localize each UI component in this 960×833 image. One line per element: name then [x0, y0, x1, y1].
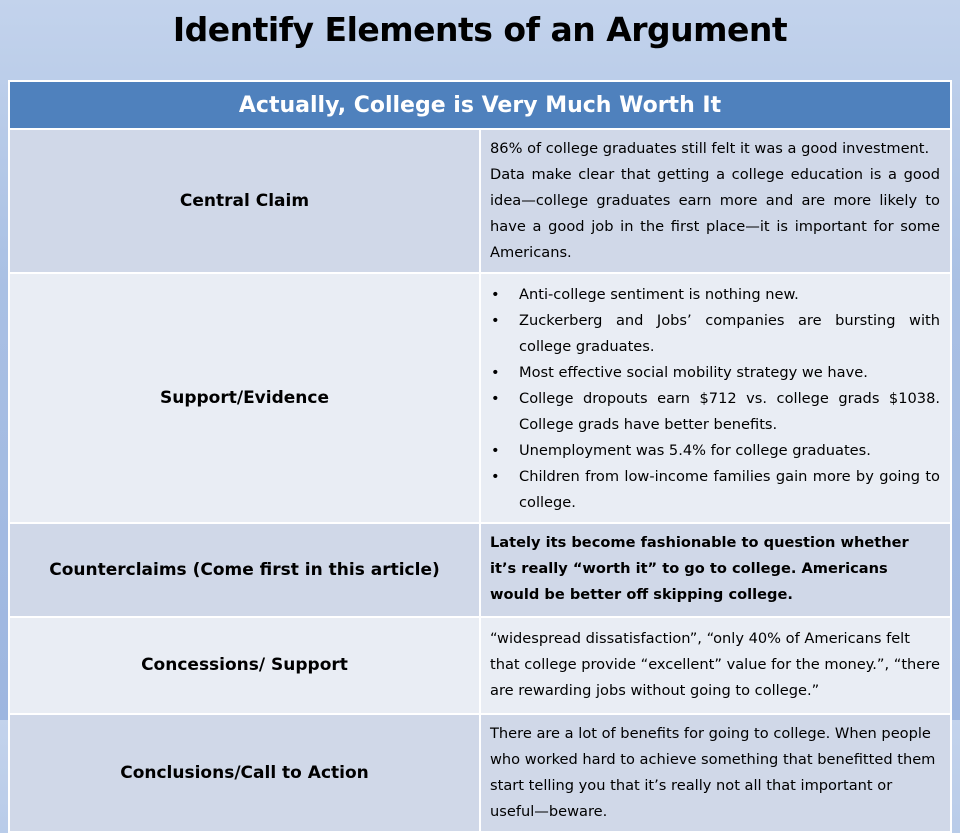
slide-title: Identify Elements of an Argument [172, 10, 788, 49]
argument-table [8, 80, 952, 833]
list-item: • Unemployment was 5.4% for college graduates. [519, 438, 940, 464]
list-item: • Zuckerberg and Jobs’ companies are bursting with college graduates. [519, 308, 940, 360]
list-item: • Most effective social mobility strategy we have. [519, 360, 940, 386]
row-support-evidence [9, 273, 951, 523]
row-conclusions [9, 714, 951, 832]
row-content [480, 129, 951, 273]
row-central-claim [9, 129, 951, 273]
row-label: Support/Evidence [9, 273, 480, 523]
row-content: Lately its become fashionable to question whether it’s really “worth it” to go to college. Americans would be better off skipping college. [480, 523, 951, 617]
row-label: Concessions/ Support [9, 617, 480, 714]
list-item: • College dropouts earn $712 vs. college grads $1038. College grads have better benefits. [519, 386, 940, 438]
row-content [480, 273, 951, 523]
claim-line: Data make clear that getting a college education is a good idea—college graduates earn more and are more likely to have a good job in the first place—it is important for some Americans. [490, 166, 940, 261]
row-label: Conclusions/Call to Action [9, 714, 480, 832]
row-counterclaims [9, 523, 951, 617]
row-concessions [9, 617, 951, 714]
row-label: Counterclaims (Come first in this article) [9, 523, 480, 617]
table-header: Actually, College is Very Much Worth It [9, 81, 951, 129]
claim-line: 86% of college graduates still felt it was a good investment. [490, 140, 930, 157]
evidence-list [490, 282, 940, 516]
table-header-row [9, 81, 951, 129]
row-content: There are a lot of benefits for going to college. When people who worked hard to achieve something that benefitted them start telling you that it’s really not all that important or useful—beware. [480, 714, 951, 832]
row-content: “widespread dissatisfaction”, “only 40% of Americans felt that college provide “excellent” value for the money.”, “there are rewarding jobs without going to college.” [480, 617, 951, 714]
list-item: • Anti-college sentiment is nothing new. [519, 282, 940, 308]
list-item: • Children from low-income families gain more by going to college. [519, 464, 940, 516]
row-label: Central Claim [9, 129, 480, 273]
